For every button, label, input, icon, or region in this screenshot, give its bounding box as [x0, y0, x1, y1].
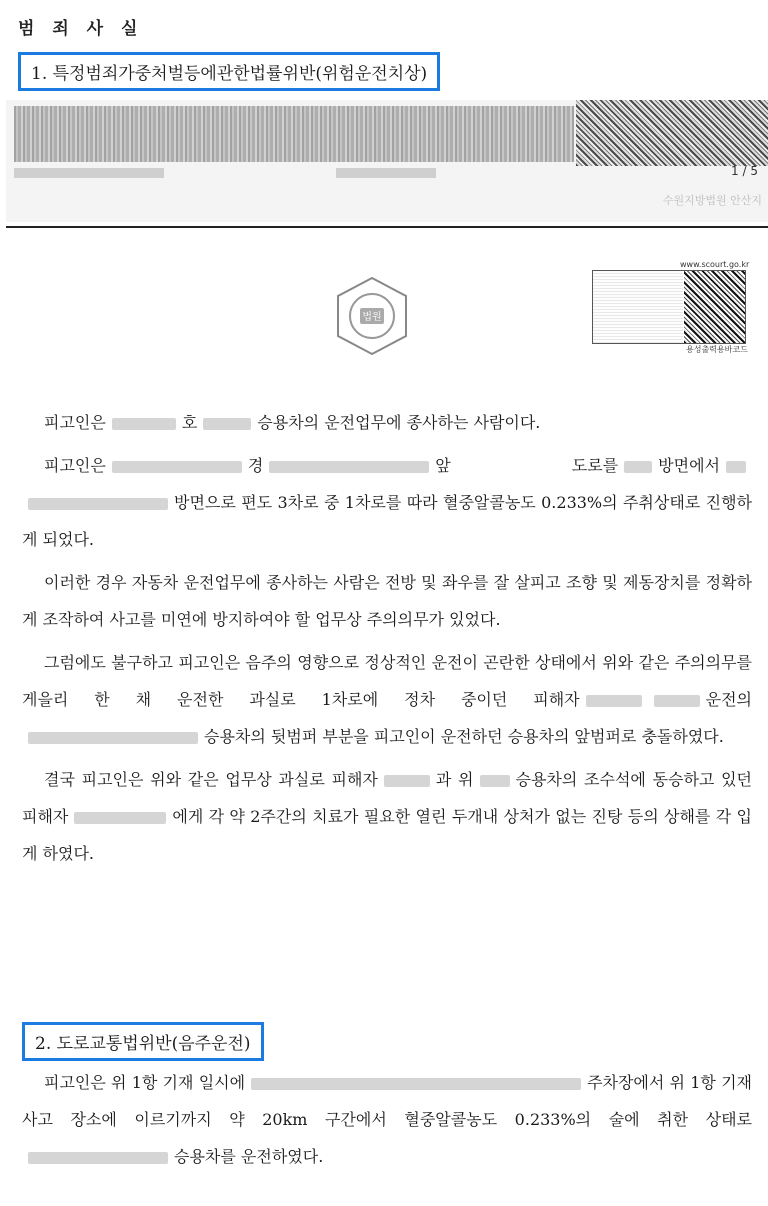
redaction [203, 418, 251, 430]
redaction [269, 461, 429, 473]
paragraph-2: 피고인은 경 앞 도로를 방면에서방면으로 편도 3차로 중 1차로를 따라 혈중알콜농도 0.233%의 주취상태로 진행하게 되었다. [22, 456, 752, 549]
redaction [74, 812, 166, 824]
paragraph-4: 그럼에도 불구하고 피고인은 음주의 영향으로 정상적인 운전이 곤란한 상태에서 위와 같은 주의의무를 게을리 한 채 운전한 과실로 1차로에 정차 중이던 피해자 운전의승용차의 뒷범퍼 부분을 피고인이 운전하던 승용차의 앞범퍼로 충돌하였다. [22, 653, 752, 746]
redaction [28, 1152, 168, 1164]
redaction [480, 775, 510, 787]
redaction [28, 498, 168, 510]
redacted-block [336, 168, 436, 178]
barcode-qr [684, 271, 745, 343]
redaction [654, 695, 700, 707]
paragraph-1: 피고인은 호 승용차의 운전업무에 종사하는 사람이다. [44, 413, 541, 432]
redaction [624, 461, 652, 473]
redaction [112, 461, 242, 473]
court-emblem-icon [330, 274, 414, 358]
paragraph-3: 이러한 경우 자동차 운전업무에 종사하는 사람은 전방 및 좌우를 잘 살피고 조향 및 제동장치를 정확하게 조작하여 사고를 미연에 방지하여야 할 업무상 주의의무가 있었다. [22, 573, 752, 629]
emblem-text: 법원 [362, 312, 382, 323]
redaction [251, 1078, 581, 1090]
redacted-header-strip [6, 100, 768, 222]
barcode [592, 270, 746, 344]
barcode-url: www.scourt.go.kr [680, 260, 750, 269]
redaction [28, 732, 198, 744]
redacted-block [576, 100, 768, 166]
redacted-block [14, 106, 574, 162]
section-2-body [22, 1064, 752, 1181]
redaction [384, 775, 430, 787]
barcode-lines [593, 271, 683, 343]
redaction [112, 418, 176, 430]
court-name: 수원지방법원 안산지 [662, 194, 762, 207]
paragraph-5: 결국 피고인은 위와 같은 업무상 과실로 피해자 과 위 승용차의 조수석에 동승하고 있던 피해자 에게 각 약 2주간의 치료가 필요한 열린 두개내 상처가 없는 진탕 등의 상해를 각 입게 하였다. [22, 770, 752, 863]
divider [6, 226, 768, 228]
section-2-title: 2. 도로교통법위반(음주운전) [22, 1022, 264, 1061]
redacted-block [14, 168, 164, 178]
paragraph-6: 피고인은 위 1항 기재 일시에 주차장에서 위 1항 기재 사고 장소에 이르기까지 약 20km 구간에서 혈중알콜농도 0.233%의 술에 취한 상태로승용차를 운전하였다. [22, 1073, 752, 1166]
section-1-title: 1. 특정범죄가중처벌등에관한법률위반(위험운전치상) [18, 52, 440, 91]
page-heading: 범 죄 사 실 [18, 19, 144, 39]
document-body [22, 404, 752, 878]
redaction [726, 461, 746, 473]
barcode-caption: 용성출력용바코드 [686, 345, 748, 354]
page-indicator: 1 / 5 [731, 164, 758, 178]
redaction [586, 695, 642, 707]
